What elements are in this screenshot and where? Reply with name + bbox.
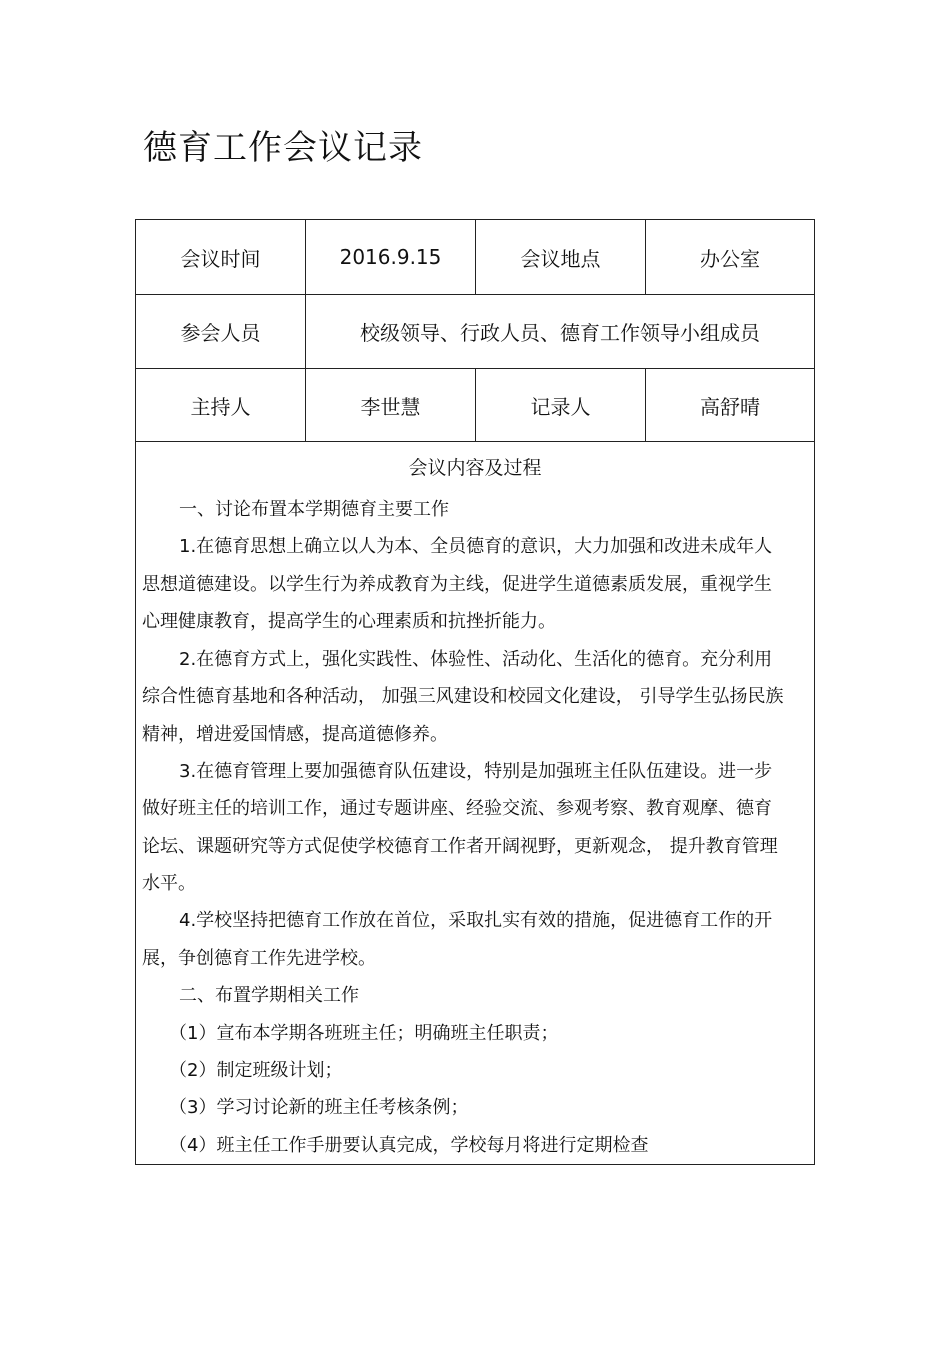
content-line: 3.在德育管理上要加强德育队伍建设，特别是加强班主任队伍建设。进一步 [179,761,773,782]
meeting-place-value: 办公室 [700,246,760,271]
content-line: 综合性德育基地和各种活动， 加强三风建设和校园文化建设， 引导学生弘扬民族 [142,686,784,707]
content-line: （4）班主任工作手册要认真完成，学校每月将进行定期检查 [169,1135,649,1156]
content-line: 2.在德育方式上，强化实践性、体验性、活动化、生活化的德育。充分利用 [179,649,773,670]
content-line: （1）宣布本学期各班班主任；明确班主任职责； [169,1023,559,1044]
content-line: 二、布置学期相关工作 [179,985,359,1006]
meeting-content-cell [136,442,814,1164]
content-line: 论坛、课题研究等方式促使学校德育工作者开阔视野，更新观念， 提升教育管理 [142,836,778,857]
meeting-record-table [135,219,815,1165]
content-heading: 会议内容及过程 [408,457,542,479]
table-row-attendees [136,295,814,369]
page-title: 德育工作会议记录 [143,128,423,168]
meeting-time-value: 2016.9.15 [306,220,476,294]
content-line: 1.在德育思想上确立以人为本、全员德育的意识，大力加强和改进未成年人 [179,536,773,557]
host-label: 主持人 [136,369,306,441]
table-row-time-place [136,220,814,295]
attendees-label: 参会人员 [136,295,306,368]
meeting-time-label: 会议时间 [136,220,306,294]
content-line: （2）制定班级计划； [169,1060,343,1081]
content-line: 水平。 [142,873,196,894]
host-value: 李世慧 [306,369,476,441]
table-row-host-recorder [136,369,814,442]
meeting-place-label: 会议地点 [476,220,646,294]
content-line: （3）学习讨论新的班主任考核条例； [169,1097,469,1118]
recorder-label: 记录人 [476,369,646,441]
content-line: 展，争创德育工作先进学校。 [142,948,376,969]
content-line: 思想道德建设。以学生行为养成教育为主线，促进学生道德素质发展，重视学生 [142,574,772,595]
recorder-value: 高舒晴 [700,394,760,419]
content-line: 精神，增进爱国情感，提高道德修养。 [142,724,448,745]
attendees-value: 校级领导、行政人员、德育工作领导小组成员 [360,321,760,345]
content-line: 心理健康教育，提高学生的心理素质和抗挫折能力。 [142,611,556,632]
content-line: 一、讨论布置本学期德育主要工作 [179,499,449,520]
content-line: 做好班主任的培训工作，通过专题讲座、经验交流、参观考察、教育观摩、德育 [142,798,772,819]
content-line: 4.学校坚持把德育工作放在首位，采取扎实有效的措施，促进德育工作的开 [179,910,773,931]
